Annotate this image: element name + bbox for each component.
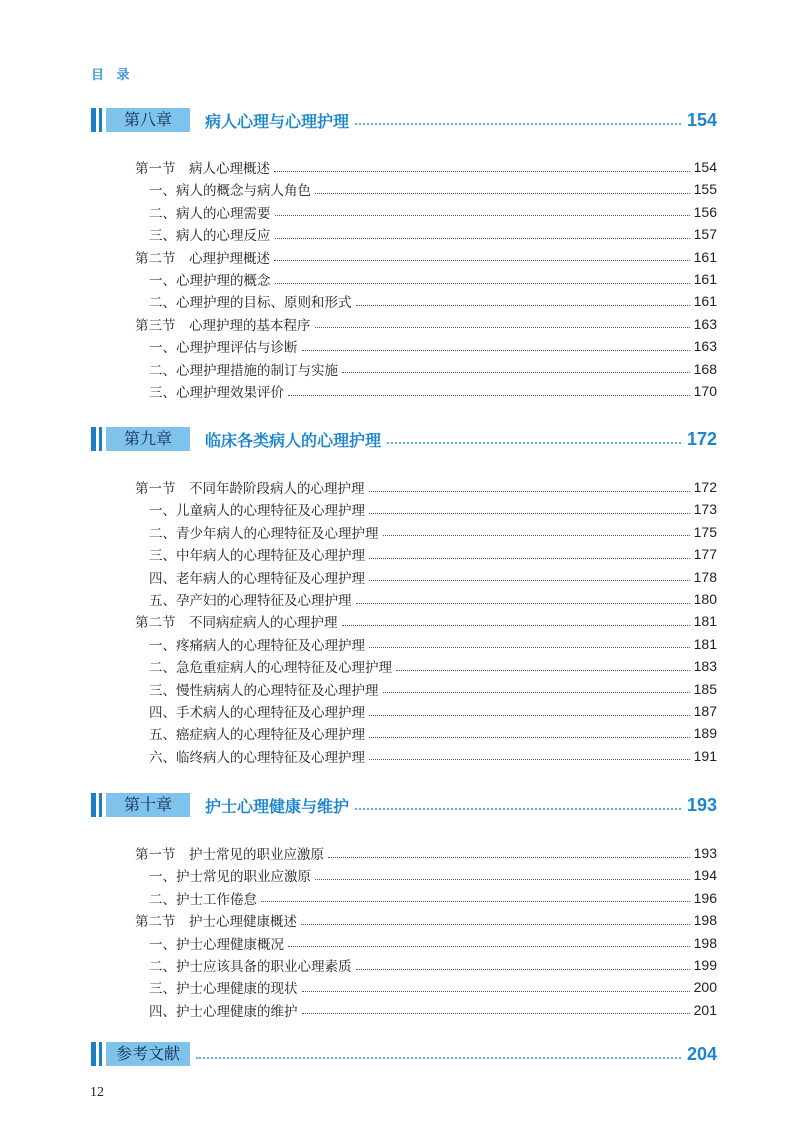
chapter-page-number: 154	[686, 109, 717, 130]
chapter-label: 第九章	[106, 427, 190, 451]
entry-title: 一、儿童病人的心理特征及心理护理	[149, 503, 365, 520]
chapter-accent-bar	[99, 1042, 102, 1066]
toc-item-entry[interactable]	[149, 933, 717, 953]
toc-item-entry[interactable]	[149, 656, 717, 676]
dot-leader	[383, 692, 690, 693]
dot-leader	[315, 327, 690, 328]
entry-page-number: 189	[693, 725, 717, 742]
entry-title: 第二节 护士心理健康概述	[135, 914, 297, 931]
entry-page-number: 194	[693, 867, 717, 884]
chapter-page-number: 172	[686, 428, 717, 449]
chapter-accent-bar	[91, 427, 96, 451]
entry-page-number: 200	[693, 979, 717, 996]
running-title: 目 录	[91, 68, 134, 83]
entry-title: 第一节 护士常见的职业应激原	[135, 847, 324, 863]
entry-title: 三、病人的心理反应	[149, 228, 271, 245]
toc-item-entry[interactable]	[149, 634, 717, 654]
chapter-accent-bar	[99, 793, 102, 817]
dot-leader	[355, 123, 681, 125]
toc-item-entry[interactable]	[149, 955, 717, 975]
dot-leader	[396, 670, 690, 671]
entry-title: 一、疼痛病人的心理特征及心理护理	[149, 637, 365, 654]
toc-item-entry[interactable]	[149, 269, 717, 289]
entry-page-number: 172	[693, 479, 717, 495]
dot-leader	[356, 969, 690, 970]
chapter-accent-bar	[91, 1042, 96, 1066]
chapter-page-number: 193	[686, 794, 717, 815]
entry-page-number: 155	[693, 181, 717, 198]
entry-title: 五、孕产妇的心理特征及心理护理	[149, 593, 352, 609]
toc-item-entry[interactable]	[149, 701, 717, 721]
dot-leader	[275, 238, 690, 239]
entry-page-number: 173	[693, 501, 717, 518]
dot-leader	[369, 759, 690, 760]
entry-page-number: 198	[693, 934, 717, 951]
entry-page-number: 175	[693, 523, 717, 540]
entry-page-number: 193	[693, 845, 717, 861]
entry-title: 六、临终病人的心理特征及心理护理	[149, 749, 365, 766]
toc-section-entry[interactable]	[135, 247, 717, 267]
entry-page-number: 180	[693, 591, 717, 607]
entry-page-number: 161	[693, 271, 717, 287]
toc-item-entry[interactable]	[149, 723, 717, 743]
chapter-page-number: 204	[686, 1043, 717, 1064]
entry-page-number: 181	[693, 635, 717, 652]
entry-title: 一、护士常见的职业应激原	[149, 869, 311, 886]
dot-leader	[387, 442, 681, 444]
entry-page-number: 163	[693, 338, 717, 355]
dot-leader	[342, 372, 690, 373]
entry-title: 三、慢性病病人的心理特征及心理护理	[149, 682, 379, 699]
entry-title: 四、老年病人的心理特征及心理护理	[149, 570, 365, 587]
dot-leader	[328, 857, 690, 858]
entry-page-number: 187	[693, 703, 717, 719]
dot-leader	[274, 171, 690, 172]
chapter-label: 第十章	[106, 793, 190, 817]
dot-leader	[275, 215, 690, 216]
dot-leader	[315, 879, 690, 880]
dot-leader	[196, 1057, 681, 1059]
entry-page-number: 168	[693, 360, 717, 377]
toc-item-entry[interactable]	[149, 865, 717, 885]
dot-leader	[369, 647, 690, 648]
entry-title: 二、护士应该具备的职业心理素质	[149, 959, 352, 975]
toc-section-entry[interactable]	[135, 157, 717, 177]
dot-leader	[302, 350, 690, 351]
dot-leader	[288, 946, 690, 947]
dot-leader	[356, 603, 690, 604]
dot-leader	[301, 924, 690, 925]
entry-page-number: 177	[693, 546, 717, 563]
entry-page-number: 201	[693, 1001, 717, 1018]
dot-leader	[342, 625, 690, 626]
entry-page-number: 157	[693, 226, 717, 243]
dot-leader	[261, 901, 690, 902]
entry-title: 四、护士心理健康的维护	[149, 1003, 298, 1020]
toc-item-entry[interactable]	[149, 746, 717, 766]
entry-title: 第二节 心理护理概述	[135, 250, 270, 267]
entry-title: 第二节 不同病症病人的心理护理	[135, 615, 338, 632]
chapter-header[interactable]	[91, 792, 717, 818]
entry-title: 一、病人的概念与病人角色	[149, 183, 311, 200]
dot-leader	[302, 991, 690, 992]
toc-item-entry[interactable]	[149, 359, 717, 379]
entry-page-number: 196	[693, 889, 717, 906]
dot-leader	[275, 283, 690, 284]
entry-title: 三、护士心理健康的现状	[149, 981, 298, 998]
entry-title: 五、癌症病人的心理特征及心理护理	[149, 727, 365, 744]
dot-leader	[369, 737, 690, 738]
toc-item-entry[interactable]	[149, 224, 717, 244]
toc-section-entry[interactable]	[135, 314, 717, 334]
entry-page-number: 178	[693, 568, 717, 585]
entry-title: 二、急危重症病人的心理特征及心理护理	[149, 660, 392, 677]
entry-page-number: 161	[693, 248, 717, 265]
entry-title: 四、手术病人的心理特征及心理护理	[149, 705, 365, 721]
toc-section-entry[interactable]	[135, 611, 717, 631]
entry-title: 一、心理护理的概念	[149, 273, 271, 289]
dot-leader	[274, 260, 690, 261]
toc-item-entry[interactable]	[149, 381, 717, 401]
chapter-label: 参考文献	[106, 1042, 190, 1066]
dot-leader	[369, 580, 690, 581]
chapter-header[interactable]	[91, 426, 717, 452]
chapter-title: 护士心理健康与维护	[205, 796, 350, 816]
entry-page-number: 198	[693, 912, 717, 929]
chapter-header[interactable]	[91, 1041, 717, 1067]
entry-page-number: 161	[693, 293, 717, 310]
toc-item-entry[interactable]	[149, 179, 717, 199]
dot-leader	[369, 513, 690, 514]
entry-title: 第三节 心理护理的基本程序	[135, 317, 311, 334]
entry-title: 二、心理护理的目标、原则和形式	[149, 295, 352, 312]
dot-leader	[369, 715, 690, 716]
toc-item-entry[interactable]	[149, 679, 717, 699]
entry-page-number: 170	[693, 383, 717, 399]
chapter-accent-bar	[99, 108, 102, 132]
chapter-accent-bar	[91, 108, 96, 132]
entry-page-number: 191	[693, 747, 717, 764]
toc-item-entry[interactable]	[149, 567, 717, 587]
dot-leader	[288, 395, 690, 396]
toc-item-entry[interactable]	[149, 544, 717, 564]
entry-page-number: 185	[693, 680, 717, 697]
entry-title: 三、中年病人的心理特征及心理护理	[149, 548, 365, 565]
toc-item-entry[interactable]	[149, 1000, 717, 1020]
toc-item-entry[interactable]	[149, 291, 717, 311]
dot-leader	[355, 808, 681, 810]
dot-leader	[383, 535, 690, 536]
toc-item-entry[interactable]	[149, 522, 717, 542]
toc-section-entry[interactable]	[135, 910, 717, 930]
entry-title: 第一节 病人心理概述	[135, 161, 270, 177]
toc-item-entry[interactable]	[149, 888, 717, 908]
dot-leader	[302, 1013, 690, 1014]
entry-title: 第一节 不同年龄阶段病人的心理护理	[135, 481, 365, 497]
chapter-accent-bar	[99, 427, 102, 451]
entry-page-number: 156	[693, 203, 717, 220]
entry-title: 二、病人的心理需要	[149, 205, 271, 222]
entry-title: 二、护士工作倦怠	[149, 891, 257, 908]
dot-leader	[369, 491, 690, 492]
dot-leader	[369, 558, 690, 559]
chapter-title: 临床各类病人的心理护理	[205, 430, 382, 450]
entry-page-number: 154	[693, 159, 717, 175]
chapter-header[interactable]	[91, 107, 717, 133]
entry-title: 二、心理护理措施的制订与实施	[149, 362, 338, 379]
entry-title: 二、青少年病人的心理特征及心理护理	[149, 525, 379, 542]
entry-title: 一、心理护理评估与诊断	[149, 340, 298, 357]
toc-item-entry[interactable]	[149, 202, 717, 222]
chapter-title: 病人心理与心理护理	[205, 111, 350, 131]
toc-item-entry[interactable]	[149, 499, 717, 519]
chapter-label: 第八章	[106, 108, 190, 132]
page-number: 12	[90, 1085, 104, 1100]
entry-page-number: 183	[693, 658, 717, 675]
dot-leader	[356, 305, 690, 306]
dot-leader	[315, 193, 690, 194]
toc-section-entry[interactable]	[135, 477, 717, 497]
entry-title: 一、护士心理健康概况	[149, 936, 284, 953]
toc-item-entry[interactable]	[149, 589, 717, 609]
toc-item-entry[interactable]	[149, 336, 717, 356]
entry-page-number: 199	[693, 957, 717, 973]
entry-title: 三、心理护理效果评价	[149, 385, 284, 401]
entry-page-number: 163	[693, 315, 717, 332]
toc-item-entry[interactable]	[149, 977, 717, 997]
toc-section-entry[interactable]	[135, 843, 717, 863]
chapter-accent-bar	[91, 793, 96, 817]
entry-page-number: 181	[693, 613, 717, 630]
